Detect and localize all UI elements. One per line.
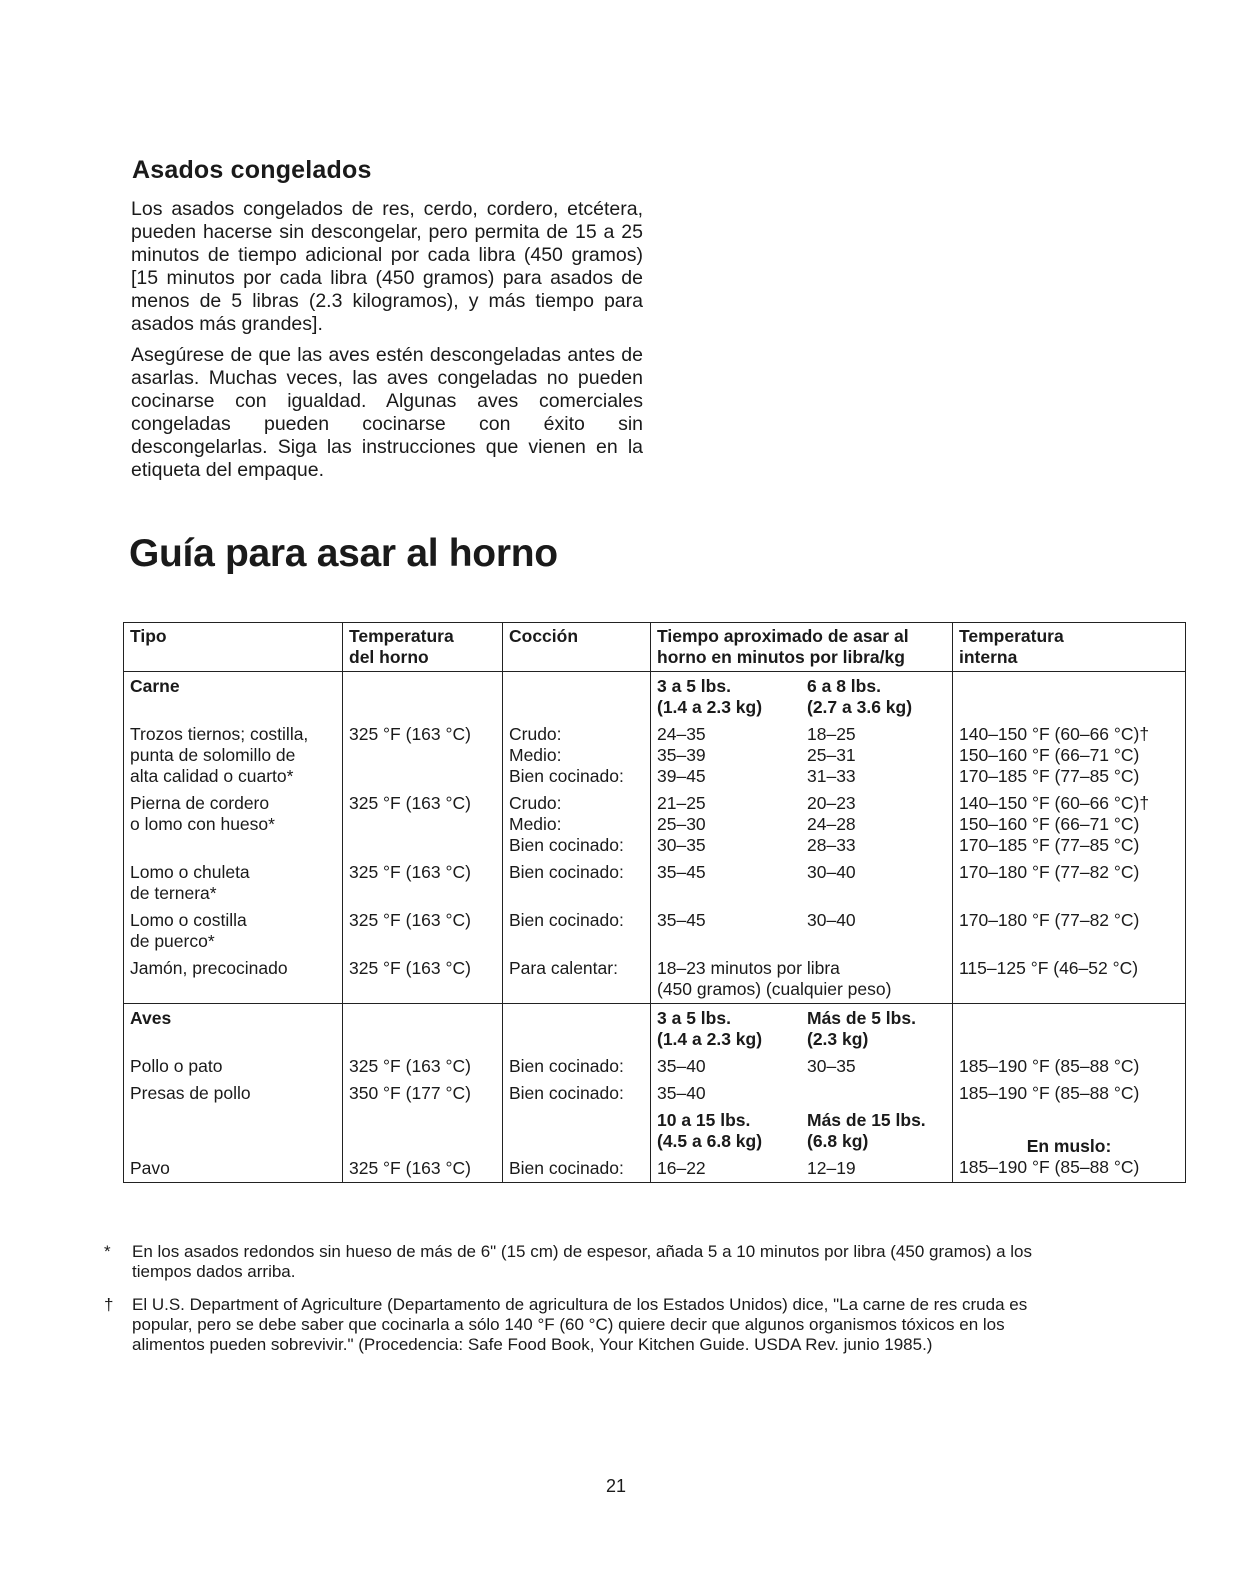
- row-time-b: 30–40: [807, 910, 856, 930]
- footnote-asterisk-text: En los asados redondos sin hueso de más de 6" (15 cm) de espesor, añada 5 a 10 minutos por libra (450 gramos) a los tiempos dados arriba.: [132, 1242, 1032, 1281]
- section-label-aves: Aves: [124, 1004, 343, 1054]
- row-time-b: 20–23 24–28 28–33: [807, 793, 856, 855]
- row-time-b: 30–40: [807, 862, 856, 882]
- section-label-carne: Carne: [124, 672, 343, 722]
- table-row: [124, 955, 1186, 1004]
- row-internal-temp: 170–180 °F (77–82 °C): [953, 907, 1186, 955]
- aves-size-b: Más de 5 lbs. (2.3 kg): [807, 1008, 916, 1049]
- carne-size-headers: [651, 672, 953, 722]
- carne-size-b: 6 a 8 lbs. (2.7 a 3.6 kg): [807, 676, 913, 717]
- row-time-a: 21–25 25–30 30–35: [657, 793, 706, 855]
- frozen-roasts-heading: Asados congelados: [132, 156, 372, 184]
- table-row-aves-header: [124, 1004, 1186, 1054]
- row-time-b: 30–35: [807, 1056, 856, 1076]
- row-time-a: 35–45: [657, 862, 706, 882]
- pavo-size-a: 10 a 15 lbs. (4.5 a 6.8 kg): [657, 1110, 763, 1151]
- row-internal-temp: 170–180 °F (77–82 °C): [953, 859, 1186, 907]
- row-coccion: Bien cocinado:: [503, 1053, 651, 1080]
- table-row: [124, 1053, 1186, 1080]
- row-coccion: Bien cocinado:: [503, 1155, 651, 1183]
- row-tipo: Presas de pollo: [124, 1080, 343, 1107]
- table-row: [124, 1155, 1186, 1183]
- footnote-asterisk: [104, 1242, 1078, 1282]
- table-row: [124, 721, 1186, 790]
- header-oven-temp: Temperatura del horno: [343, 623, 503, 672]
- footnote-asterisk-mark: *: [104, 1242, 111, 1261]
- row-time-a: 35–40: [657, 1083, 706, 1103]
- row-coccion: Para calentar:: [503, 955, 651, 1004]
- row-time-a: 35–45: [657, 910, 706, 930]
- row-coccion: Bien cocinado:: [503, 859, 651, 907]
- row-internal-temp: 140–150 °F (60–66 °C)† 150–160 °F (66–71 °C) 170–185 °F (77–85 °C): [953, 790, 1186, 859]
- table-row: [124, 1080, 1186, 1107]
- row-tipo: Lomo o costilla de puerco*: [124, 907, 343, 955]
- roasting-guide-title: Guía para asar al horno: [129, 532, 558, 575]
- frozen-roasts-paragraph-2: Asegúrese de que las aves estén descongeladas antes de asarlas. Muchas veces, las aves congeladas no pueden cocinarse con igualdad. Algunas aves comerciales congeladas pueden cocinarse con éxito sin descongelarlas. Siga las instrucciones que vienen en la etiqueta del empaque.: [131, 344, 643, 481]
- row-time: [651, 721, 953, 790]
- pavo-size-headers: [651, 1107, 953, 1155]
- row-time: [651, 1155, 953, 1183]
- table-row: [124, 907, 1186, 955]
- row-oven-temp: 325 °F (163 °C): [343, 1155, 503, 1183]
- internal-temp-label: En muslo:: [1026, 1136, 1112, 1156]
- footnote-dagger-text: El U.S. Department of Agriculture (Departamento de agricultura de los Estados Unidos) dice, "La carne de res cruda es popular, pero se debe saber que cocinarla a sólo 140 °F (60 °C) quiere decir que algunos organismos tóxicos en los alimentos pueden sobrevivir." (Procedencia: Safe Food Book, Your Kitchen Guide. USDA Rev. junio 1985.): [132, 1295, 1028, 1354]
- row-time: [651, 790, 953, 859]
- empty-cell: [953, 672, 1186, 722]
- table-row: [124, 859, 1186, 907]
- empty-cell: [124, 1107, 343, 1155]
- row-coccion: Bien cocinado:: [503, 1080, 651, 1107]
- frozen-roasts-paragraph-1: Los asados congelados de res, cerdo, cordero, etcétera, pueden hacerse sin descongelar, pero permita de 15 a 25 minutos de tiempo adicional por cada libra (450 gramos) [15 minutos por cada libra (450 gramos) para asados de menos de 5 libras (2.3 kilogramos), y más tiempo para asados más grandes].: [131, 198, 643, 335]
- aves-size-a: 3 a 5 lbs. (1.4 a 2.3 kg): [657, 1008, 763, 1049]
- row-time: [651, 859, 953, 907]
- header-time: Tiempo aproximado de asar al horno en minutos por libra/kg: [651, 623, 953, 672]
- empty-cell: [503, 1004, 651, 1054]
- table-row-carne-header: [124, 672, 1186, 722]
- row-internal-temp: 115–125 °F (46–52 °C): [953, 955, 1186, 1004]
- row-time-b: 18–25 25–31 31–33: [807, 724, 856, 786]
- row-tipo: Pollo o pato: [124, 1053, 343, 1080]
- page-number: 21: [606, 1476, 627, 1496]
- row-oven-temp: 325 °F (163 °C): [343, 1053, 503, 1080]
- footnote-dagger-mark: †: [104, 1295, 114, 1314]
- row-time-b: 12–19: [807, 1158, 856, 1178]
- header-coccion: Cocción: [503, 623, 651, 672]
- row-coccion: Bien cocinado:: [503, 907, 651, 955]
- row-tipo: Jamón, precocinado: [124, 955, 343, 1004]
- row-coccion: Crudo: Medio: Bien cocinado:: [503, 790, 651, 859]
- row-internal-temp: [953, 1136, 1186, 1183]
- row-oven-temp: 325 °F (163 °C): [343, 721, 503, 790]
- roasting-guide-table: [123, 622, 1186, 1183]
- row-time: [651, 1053, 953, 1080]
- row-oven-temp: 325 °F (163 °C): [343, 907, 503, 955]
- header-internal-temp: Temperatura interna: [953, 623, 1186, 672]
- internal-temp-value: 185–190 °F (85–88 °C): [959, 1157, 1140, 1177]
- row-time: [651, 907, 953, 955]
- row-tipo: Pierna de cordero o lomo con hueso*: [124, 790, 343, 859]
- row-tipo: Pavo: [124, 1155, 343, 1183]
- empty-cell: [503, 1107, 651, 1155]
- row-internal-temp: 185–190 °F (85–88 °C): [953, 1080, 1186, 1107]
- row-oven-temp: 325 °F (163 °C): [343, 955, 503, 1004]
- empty-cell: [343, 1004, 503, 1054]
- row-internal-temp: 185–190 °F (85–88 °C): [953, 1053, 1186, 1080]
- row-time-full: 18–23 minutos por libra (450 gramos) (cualquier peso): [651, 955, 953, 1004]
- empty-cell: [953, 1004, 1186, 1054]
- empty-cell: [343, 672, 503, 722]
- row-internal-temp: 140–150 °F (60–66 °C)† 150–160 °F (66–71 °C) 170–185 °F (77–85 °C): [953, 721, 1186, 790]
- row-coccion: Crudo: Medio: Bien cocinado:: [503, 721, 651, 790]
- row-oven-temp: 350 °F (177 °C): [343, 1080, 503, 1107]
- carne-size-a: 3 a 5 lbs. (1.4 a 2.3 kg): [657, 676, 763, 717]
- footnote-dagger: [104, 1295, 1078, 1355]
- row-oven-temp: 325 °F (163 °C): [343, 790, 503, 859]
- row-time-a: 16–22: [657, 1158, 706, 1178]
- row-tipo: Trozos tiernos; costilla, punta de solomillo de alta calidad o cuarto*: [124, 721, 343, 790]
- empty-cell: [503, 672, 651, 722]
- empty-cell: [343, 1107, 503, 1155]
- row-tipo: Lomo o chuleta de ternera*: [124, 859, 343, 907]
- row-time-a: 35–40: [657, 1056, 706, 1076]
- aves-size-headers: [651, 1004, 953, 1054]
- row-time-a: 24–35 35–39 39–45: [657, 724, 706, 786]
- table-row: [124, 790, 1186, 859]
- table-header-row: [124, 623, 1186, 672]
- row-oven-temp: 325 °F (163 °C): [343, 859, 503, 907]
- row-time: [651, 1080, 953, 1107]
- pavo-size-b: Más de 15 lbs. (6.8 kg): [807, 1110, 926, 1151]
- header-tipo: Tipo: [124, 623, 343, 672]
